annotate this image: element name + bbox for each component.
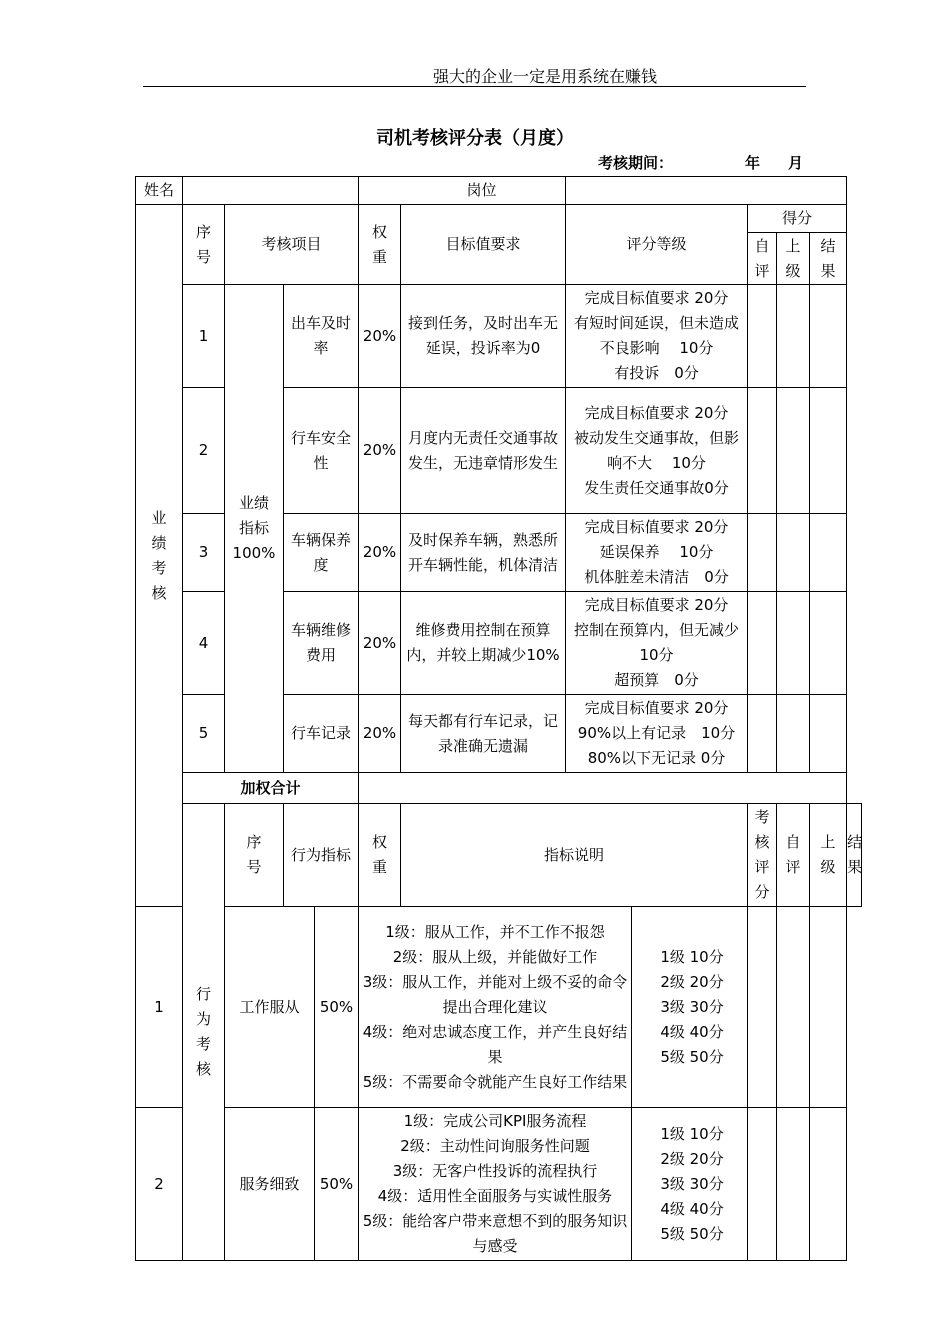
position-label: 岗位 bbox=[359, 177, 566, 205]
perf-self-score[interactable] bbox=[748, 388, 777, 514]
perf-result-score[interactable] bbox=[810, 514, 847, 592]
perf-target: 每天都有行车记录，记录准确无遗漏 bbox=[401, 695, 566, 773]
perf-group-label: 业绩 指标 100% bbox=[225, 285, 284, 773]
header-rule bbox=[143, 86, 806, 87]
perf-superior-score[interactable] bbox=[777, 695, 810, 773]
month-label: 月 bbox=[788, 154, 804, 172]
perf-weight: 20% bbox=[359, 695, 401, 773]
beh-col-weight: 权 重 bbox=[359, 804, 401, 907]
perf-col-superior: 上 级 bbox=[777, 233, 810, 285]
perf-self-score[interactable] bbox=[748, 285, 777, 388]
perf-item: 车辆保养度 bbox=[284, 514, 359, 592]
perf-grade: 完成目标值要求 20分 被动发生交通事故，但影响不大 10分 发生责任交通事故0分 bbox=[566, 388, 748, 514]
table-row bbox=[136, 907, 862, 1108]
perf-target: 及时保养车辆，熟悉所开车辆性能，机体清洁 bbox=[401, 514, 566, 592]
perf-grade: 完成目标值要求 20分 控制在预算内，但无减少 10分 超预算 0分 bbox=[566, 592, 748, 695]
beh-seq: 1 bbox=[136, 907, 183, 1108]
perf-seq: 3 bbox=[183, 514, 225, 592]
perf-item: 出车及时率 bbox=[284, 285, 359, 388]
position-field[interactable] bbox=[566, 177, 847, 205]
assessment-table bbox=[135, 176, 862, 1261]
performance-section-label: 业 绩 考 核 bbox=[136, 205, 183, 907]
beh-col-result: 结 果 bbox=[847, 804, 862, 907]
perf-col-self: 自 评 bbox=[748, 233, 777, 285]
beh-eval: 1级 10分 2级 20分 3级 30分 4级 40分 5级 50分 bbox=[632, 1108, 748, 1261]
beh-self-score[interactable] bbox=[748, 907, 777, 1108]
year-label: 年 bbox=[745, 154, 761, 172]
perf-superior-score[interactable] bbox=[777, 285, 810, 388]
perf-seq: 1 bbox=[183, 285, 225, 388]
perf-item: 车辆维修费用 bbox=[284, 592, 359, 695]
perf-col-item: 考核项目 bbox=[225, 205, 359, 285]
table-row bbox=[136, 285, 862, 388]
perf-result-score[interactable] bbox=[810, 388, 847, 514]
perf-grade: 完成目标值要求 20分 延误保养 10分 机体脏差未清洁 0分 bbox=[566, 514, 748, 592]
beh-result-score[interactable] bbox=[810, 907, 847, 1108]
table-row bbox=[136, 1108, 862, 1261]
perf-weight: 20% bbox=[359, 285, 401, 388]
header-slogan: 强大的企业一定是用系统在赚钱 bbox=[432, 67, 657, 86]
beh-col-seq: 序 号 bbox=[225, 804, 284, 907]
perf-col-weight: 权 重 bbox=[359, 205, 401, 285]
beh-weight: 50% bbox=[315, 1108, 359, 1261]
beh-weight: 50% bbox=[315, 907, 359, 1108]
perf-col-target: 目标值要求 bbox=[401, 205, 566, 285]
perf-result-score[interactable] bbox=[810, 592, 847, 695]
name-label: 姓名 bbox=[136, 177, 183, 205]
beh-col-self: 自 评 bbox=[777, 804, 810, 907]
beh-result-score[interactable] bbox=[810, 1108, 847, 1261]
beh-indicator: 工作服从 bbox=[225, 907, 315, 1108]
perf-item: 行车记录 bbox=[284, 695, 359, 773]
beh-seq: 2 bbox=[136, 1108, 183, 1261]
perf-weight: 20% bbox=[359, 514, 401, 592]
perf-superior-score[interactable] bbox=[777, 388, 810, 514]
perf-col-score: 得分 bbox=[748, 205, 847, 233]
beh-col-eval: 考核评分 bbox=[748, 804, 777, 907]
perf-col-seq: 序 号 bbox=[183, 205, 225, 285]
perf-self-score[interactable] bbox=[748, 592, 777, 695]
perf-col-result: 结 果 bbox=[810, 233, 847, 285]
perf-target: 接到任务，及时出车无延误，投诉率为0 bbox=[401, 285, 566, 388]
beh-self-score[interactable] bbox=[748, 1108, 777, 1261]
perf-weight: 20% bbox=[359, 388, 401, 514]
perf-superior-score[interactable] bbox=[777, 592, 810, 695]
perf-result-score[interactable] bbox=[810, 285, 847, 388]
beh-superior-score[interactable] bbox=[777, 907, 810, 1108]
beh-superior-score[interactable] bbox=[777, 1108, 810, 1261]
perf-weight: 20% bbox=[359, 592, 401, 695]
beh-eval: 1级 10分 2级 20分 3级 30分 4级 40分 5级 50分 bbox=[632, 907, 748, 1108]
perf-col-grade: 评分等级 bbox=[566, 205, 748, 285]
beh-desc: 1级：服从工作，并不工作不报怨 2级：服从上级，并能做好工作 3级：服从工作，并能对上级不妥的命令提出合理化建议 4级：绝对忠诚态度工作，并产生良好结果 5级：不需要命令就能产生良好工作结果 bbox=[359, 907, 632, 1108]
perf-self-score[interactable] bbox=[748, 514, 777, 592]
beh-indicator: 服务细致 bbox=[225, 1108, 315, 1261]
beh-col-indicator: 行为指标 bbox=[284, 804, 359, 907]
perf-grade: 完成目标值要求 20分 有短时间延误，但未造成不良影响 10分 有投诉 0分 bbox=[566, 285, 748, 388]
perf-seq: 5 bbox=[183, 695, 225, 773]
perf-seq: 2 bbox=[183, 388, 225, 514]
weighted-total-value[interactable] bbox=[359, 773, 847, 804]
period-label: 考核期间： bbox=[598, 154, 674, 172]
weighted-total-label: 加权合计 bbox=[183, 773, 359, 804]
name-field[interactable] bbox=[183, 177, 359, 205]
form-title: 司机考核评分表（月度） bbox=[376, 128, 574, 149]
perf-target: 维修费用控制在预算内，并较上期减少10% bbox=[401, 592, 566, 695]
perf-self-score[interactable] bbox=[748, 695, 777, 773]
period-line bbox=[598, 152, 803, 173]
perf-item: 行车安全性 bbox=[284, 388, 359, 514]
beh-desc: 1级：完成公司KPI服务流程 2级：主动性问询服务性问题 3级：无客户性投诉的流程执行 4级：适用性全面服务与实诚性服务 5级：能给客户带来意想不到的服务知识与感受 bbox=[359, 1108, 632, 1261]
perf-superior-score[interactable] bbox=[777, 514, 810, 592]
behavior-section-label: 行 为 考 核 bbox=[183, 804, 225, 1261]
perf-grade: 完成目标值要求 20分 90%以上有记录 10分 80%以下无记录 0分 bbox=[566, 695, 748, 773]
beh-col-superior: 上 级 bbox=[810, 804, 847, 907]
perf-target: 月度内无责任交通事故发生，无违章情形发生 bbox=[401, 388, 566, 514]
perf-seq: 4 bbox=[183, 592, 225, 695]
beh-col-desc: 指标说明 bbox=[401, 804, 748, 907]
perf-result-score[interactable] bbox=[810, 695, 847, 773]
